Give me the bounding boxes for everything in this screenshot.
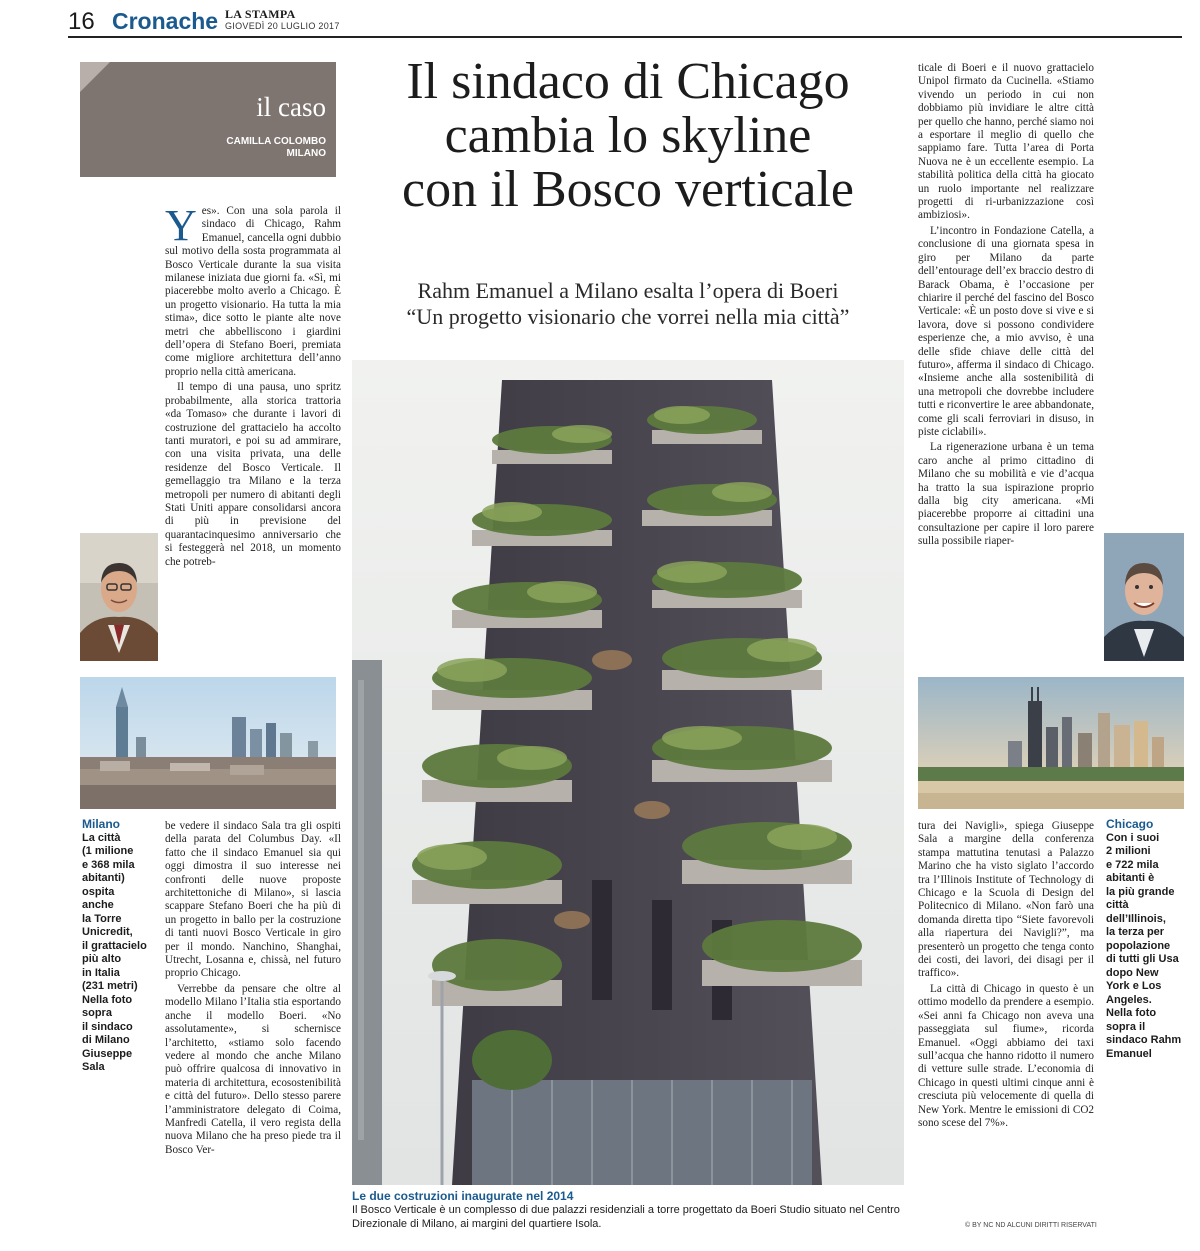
caption-line: il sindaco: [82, 1020, 133, 1033]
caption-line: Angeles.: [1106, 993, 1152, 1006]
license-credit: © BY NC ND ALCUNI DIRITTI RISERVATI: [965, 1222, 1097, 1229]
caption-line: di Milano: [82, 1034, 130, 1046]
article-paragraph: tura dei Navigli», spiega Giuseppe Sala a margine della conferenza stampa mattutina tenutasi a Palazzo Marino che ha visto siglato l’accordo tra l’Illinois Institute of Technology di Chicago e la Scuola di Design del Politecnico di Milano. «Non farò una domanda diretta tipo “Siete favorevoli alla riapertura dei Navigli?”, ma presenterò un progetto che tenga conto dei costi, dei lavori, dei disagi per il traffico».: [918, 820, 1094, 980]
newspaper-masthead: LA STAMPA: [225, 7, 296, 21]
article-paragraph: L’incontro in Fondazione Catella, a conclusione di una giornata spesa in giro per Milano da parte dell’entourage dell’ex braccio destro di Barack Obama, è l’occasione per chiarire il perché del fascino del Bosco Verticale: «È un posto dove si vive e si lavora, dove si possono condividere esperienze che, a mio avviso, è una delle sfide chiave delle città del futuro», afferma il sindaco di Chicago. «Insieme anche alla sostenibilità di una metropoli che dovrebbe includere tutti e riconvertire le aree abbandonate, come gli scali ferroviari in disuso, in piste ciclabili».: [918, 224, 1094, 438]
article-column-3-top: [918, 62, 1094, 662]
caption-line: Emanuel: [1106, 1047, 1152, 1060]
caption-line: la più grande: [1106, 885, 1175, 898]
article-paragraph: be vedere il sindaco Sala tra gli ospiti della parata del Columbus Day. «Il fatto che il sindaco Emanuel sia qui oggi dimostra il suo interesse nei confronti delle nuove proposte architettoniche di Milano», si lascia scappare Stefano Boeri che ha più di un progetto in ballo per la costruzione di tanti nuovi Bosco Verticale in giro per il mondo. Nanchino, Shanghai, Utrecht, Losanna e, chissà, nel futuro proprio Chicago.: [165, 820, 341, 980]
caption-line: (1 milione: [82, 845, 134, 857]
article-paragraph: La rigenerazione urbana è un tema caro anche al primo cittadino di Milano che su mobilità e vie d’acqua ha tratto la sua ispirazione proprio dalla big city americana. «Mi piacerebbe proporre ai cittadini una consultazione per capire il loro parere sulla possibile riaper-: [918, 441, 1094, 548]
caption-title: Chicago: [1106, 817, 1154, 831]
caption-line: abitanti): [82, 872, 125, 884]
caption-line: Nella foto: [82, 993, 133, 1006]
milano-caption: [82, 818, 154, 1075]
drop-cap: Y: [165, 201, 197, 250]
caption-line: Unicredit,: [82, 926, 133, 938]
caption-line: in Italia: [82, 966, 120, 979]
caption-line: (231 metri): [82, 980, 138, 992]
caption-line: anche: [82, 899, 114, 911]
caption-line: città: [1106, 899, 1129, 911]
corner-fold: [80, 62, 110, 92]
caption-line: popolazione: [1106, 939, 1171, 952]
caption-line: York e Los: [1106, 980, 1162, 992]
milano-skyline-photo: [80, 677, 336, 809]
section-name: Cronache: [112, 8, 219, 34]
caption-line: la Torre: [82, 912, 122, 925]
bosco-verticale-photo: [352, 360, 904, 1185]
caption-line: la terza per: [1106, 926, 1165, 938]
caption-line: il grattacielo: [82, 939, 147, 952]
article-column-2: [165, 820, 341, 1240]
caption-title: Le due costruzioni inaugurate nel 2014: [352, 1189, 574, 1203]
caption-line: Con i suoi: [1106, 831, 1160, 844]
caption-line: Giuseppe: [82, 1047, 133, 1060]
article-paragraph: Verrebbe da pensare che oltre al modello Milano l’Italia stia esportando anche il modello Boeri. «No assolutamente», si schernisce l’architetto, «stiamo solo facendo vedere al mondo che anche Milano può offrire qualcosa di innovativo in materia di architettura, ecosostenibilità e città del futuro». Dello stesso parere l’amministratore delegato di Coima, Manfredi Catella, il vero regista della nuova Milano che ha preso piede tra il Bosco Ver-: [165, 982, 341, 1156]
caption-line: e 368 mila: [82, 858, 135, 871]
caption-line: sopra il: [1106, 1020, 1146, 1033]
chicago-skyline-photo: [918, 677, 1184, 809]
subtitle-line-1: Rahm Emanuel a Milano esalta l’opera di Boeri: [417, 278, 839, 303]
header-divider: [68, 36, 1182, 38]
caption-line: ospita: [82, 885, 115, 898]
subtitle: [348, 278, 908, 330]
caption-line: La città: [82, 831, 121, 844]
sala-portrait-photo: [80, 533, 158, 661]
article-paragraph: La città di Chicago in questo è un ottimo modello da prendere a esempio. «Sei anni fa Chicago non aveva una passeggiata sul fiume», ricorda Emanuel. «Oggi abbiamo dei taxi sull’acqua che hanno ridotto il numero di vetture sulle strade. L’economia di Chicago in questi ultimi cinque anni è cresciuta più velocemente di quella di New York. Mentre le emissioni di CO2 sono scese del 7%».: [918, 982, 1094, 1129]
caption-text: Il Bosco Verticale è un complesso di due palazzi residenziali a torre progettato da Boeri Studio situato nel Centro Direzionale di Milano, ai margini del quartiere Isola.: [352, 1204, 900, 1230]
caption-line: più alto: [82, 953, 122, 965]
article-column-1: [165, 201, 341, 665]
headline-line-3: con il Bosco verticale: [402, 161, 854, 218]
caption-line: Sala: [82, 1061, 105, 1073]
caption-line: e 722 mila: [1106, 858, 1159, 871]
headline-line-2: cambia lo skyline: [444, 107, 812, 164]
page-number: 16: [68, 8, 95, 35]
author-name: CAMILLA COLOMBO: [226, 136, 326, 147]
caption-line: dell’Illinois,: [1106, 912, 1166, 925]
author-city: MILANO: [286, 148, 326, 159]
article-column-3-bottom: [918, 820, 1094, 1215]
caption-line: Nella foto: [1106, 1007, 1157, 1019]
headline: [348, 55, 908, 217]
article-paragraph: ticale di Boeri e il nuovo grattacielo Unipol firmato da Cucinella. «Stiamo vivendo un periodo in cui non dobbiamo più invidiare le altre città per quello che hanno, perché siamo noi a esportare il meglio di quello che sappiamo fare. Tutta l’area di Porta Nuova ne è un eccellente esempio. La stabilità politica della città ha giocato un ruolo importante nel realizzare progetti di ri-urbanizzazione così ambiziosi».: [918, 62, 1094, 222]
subtitle-line-2: “Un progetto visionario che vorrei nella mia città”: [406, 304, 850, 329]
caption-line: dopo New: [1106, 966, 1159, 979]
main-photo-caption: [352, 1189, 904, 1231]
caption-line: sindaco Rahm: [1106, 1034, 1182, 1046]
chicago-caption: [1106, 818, 1186, 1061]
caption-line: abitanti è: [1106, 872, 1155, 884]
issue-date: GIOVEDÌ 20 LUGLIO 2017: [225, 21, 340, 31]
caption-title: Milano: [82, 817, 120, 831]
article-paragraph: Yes». Con una sola parola il sindaco di Chicago, Rahm Emanuel, cancella ogni dubbio sul motivo della sosta programmata al Bosco Verticale durante la sua visita milanese iniziata due giorni fa. «Sì, mi piacerebbe molto averlo a Chicago. È un progetto visionario. Ha tutta la mia stima», dice sotto le piante alte nove metri che abbelliscono i giardini dell’opera di Stefano Boeri, premiata come migliore architettura dell’anno proprio nella città americana.: [165, 201, 341, 378]
article-paragraph: Il tempo di una pausa, uno spritz probabilmente, alla storica trattoria «da Tomaso» che durante i lavori di costruzione del grattacielo ha accolto tanti muratori, e poi su ad ammirare, con una visita privata, una delle residenze del Bosco Verticale. Il gemellaggio tra Milano e la terza metropoli per numero di abitanti degli Stati Uniti appare consolidarsi ancora di più in previsione del quarantacinquesimo anniversario che si festeggerà nel 2018, un momento che potreb-: [165, 381, 341, 568]
caso-label: il caso: [256, 92, 326, 122]
il-caso-box: [80, 62, 336, 177]
caption-line: 2 milioni: [1106, 845, 1151, 857]
emanuel-portrait-photo: [1104, 533, 1184, 661]
caption-line: di tutti gli Usa: [1106, 953, 1179, 965]
headline-line-1: Il sindaco di Chicago: [406, 53, 850, 110]
caption-line: sopra: [82, 1007, 112, 1019]
